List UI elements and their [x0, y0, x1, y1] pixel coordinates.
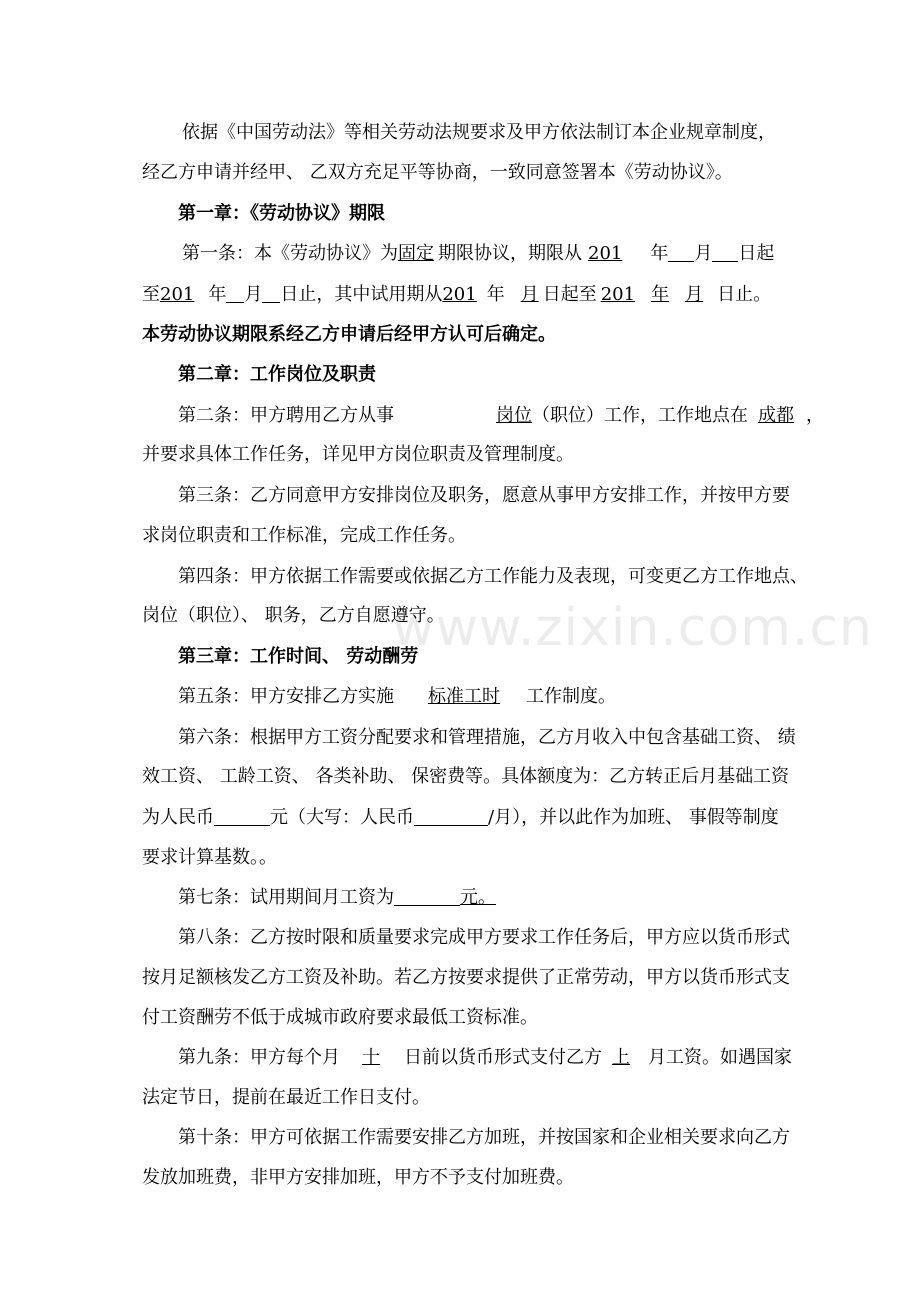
base-salary-words-blank: [414, 807, 488, 826]
probation-start-month: 月: [520, 284, 539, 305]
term-note: 本劳动协议期限系经乙方申请后经甲方认可后确定。: [142, 324, 556, 345]
end-year: 201: [160, 284, 195, 305]
contract-type: 固定: [398, 243, 434, 264]
start-year: 201: [588, 243, 623, 264]
text: 元（大写：人民币: [270, 807, 414, 828]
text: 至: [142, 284, 160, 305]
article-1-line-2: [142, 283, 822, 307]
article-10-line-2: 发放加班费，非甲方安排加班，甲方不予支付加班费。: [142, 1167, 574, 1188]
end-day-blank: [262, 284, 280, 303]
chapter-2-title: 第二章：工作岗位及职责: [178, 364, 376, 385]
text: 为人民币: [142, 807, 214, 828]
end-month-blank: [226, 284, 244, 303]
work-place-field: 成都: [758, 405, 794, 426]
probation-end-year: 201: [600, 284, 636, 305]
article-8-line-1: 第八条：乙方按时限和质量要求完成甲方要求工作任务后，甲方应以货币形式: [178, 927, 790, 948]
article-6-line-4: 要求计算基数。。: [142, 847, 277, 868]
text: 第七条：试用期间月工资为: [178, 887, 394, 908]
article-1-line-1: [182, 242, 822, 266]
start-month-blank: [668, 243, 694, 262]
text: 年: [650, 243, 669, 264]
article-7-line: [178, 886, 822, 910]
article-10-line-1: 第十条：甲方可依据工作需要安排乙方加班，并按国家和企业相关要求向乙方: [178, 1127, 790, 1148]
text: 第九条：甲方每个月: [178, 1047, 340, 1068]
text: 期限协议，期限从: [438, 243, 582, 264]
text: 第二条：甲方聘用乙方从事: [178, 405, 394, 426]
article-4-line-2: 岗位（职位）、 职务，乙方自愿遵守。: [142, 605, 445, 626]
probation-salary-blank: [394, 887, 460, 906]
text: 工作制度。: [526, 686, 616, 707]
chapter-1-title: 第一章：《劳动协议》期限: [178, 203, 385, 224]
probation-start-year: 201: [442, 284, 477, 305]
text: 日止。: [717, 284, 772, 305]
pay-day-field: 十: [362, 1047, 380, 1068]
text: 第一条：本《劳动协议》为: [182, 243, 398, 264]
text: 月: [244, 284, 263, 305]
preamble-line-1: 依据《中国劳动法》等相关劳动法规要求及甲方依法制订本企业规章制度，: [182, 122, 776, 143]
article-6-line-2: 效工资、 工龄工资、 各类补助、 保密费等。具体额度为：乙方转正后月基础工资: [142, 766, 790, 787]
text: 年: [486, 284, 505, 305]
chapter-3-title: 第三章：工作时间、 劳动酬劳: [178, 646, 419, 667]
probation-end-year-suffix: 年: [651, 284, 670, 305]
article-6-line-3: [142, 806, 822, 830]
text: ，: [806, 405, 824, 426]
text: 日止，其中试用期从: [280, 284, 443, 305]
text: /月），并以此作为加班、 事假等制度: [488, 807, 779, 828]
text: 月: [694, 243, 713, 264]
article-8-line-3: 付工资酬劳不低于成城市政府要求最低工资标准。: [142, 1007, 538, 1028]
article-9-line-1: [178, 1046, 822, 1070]
text: （职位）工作，工作地点在: [532, 405, 748, 426]
text: 日起: [738, 243, 775, 264]
text: 月工资。如遇国家: [648, 1047, 792, 1068]
article-5-line: [178, 685, 822, 709]
pay-month-field: 上: [612, 1047, 630, 1068]
start-day-blank: [712, 243, 738, 262]
probation-end-month: 月: [685, 284, 704, 305]
text: 年: [208, 284, 227, 305]
preamble-line-2: 经乙方申请并经甲、 乙双方充足平等协商，一致同意签署本《劳动协议》。: [142, 162, 733, 183]
article-3-line-1: 第三条：乙方同意甲方安排岗位及职务，愿意从事甲方安排工作，并按甲方要: [178, 485, 790, 506]
article-3-line-2: 求岗位职责和工作标准，完成工作任务。: [142, 525, 466, 546]
article-6-line-1: 第六条：根据甲方工资分配要求和管理措施，乙方月收入中包含基础工资、 绩: [178, 727, 796, 748]
watermark: www.zixin.com.cn: [392, 598, 873, 658]
article-2-line-2: 并要求具体工作任务，详见甲方岗位职责及管理制度。: [142, 444, 574, 465]
post-field: 岗位: [496, 405, 532, 426]
text: 日前以货币形式支付乙方: [404, 1047, 602, 1068]
text: 第五条：甲方安排乙方实施: [178, 686, 394, 707]
article-2-line-1: [178, 404, 822, 428]
base-salary-blank: [214, 807, 270, 826]
text: 日起至: [542, 284, 597, 305]
text: 元。: [460, 887, 496, 908]
article-9-line-2: 法定节日，提前在最近工作日支付。: [142, 1087, 430, 1108]
work-system-field: 标准工时: [428, 686, 500, 707]
article-8-line-2: 按月足额核发乙方工资及补助。若乙方按要求提供了正常劳动，甲方以货币形式支: [142, 967, 790, 988]
article-4-line-1: 第四条：甲方依据工作需要或依据乙方工作能力及表现，可变更乙方工作地点、: [178, 566, 808, 587]
